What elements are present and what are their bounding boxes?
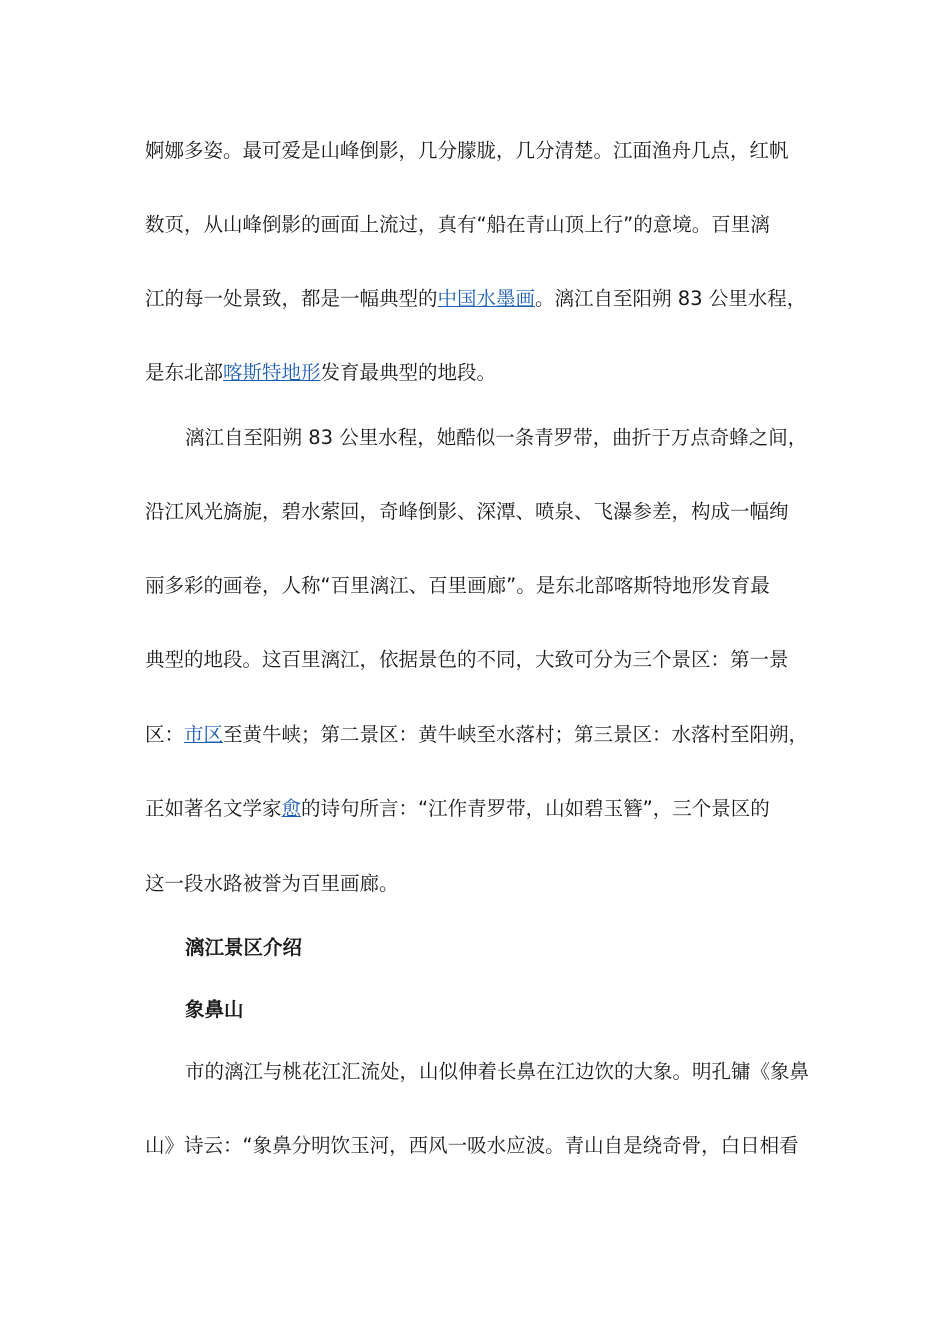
section-heading <box>185 934 302 962</box>
text-run: 是东北部 <box>145 361 224 384</box>
text-run: 漓江自至阳朔 83 公里水程，她酷似一条青罗带，曲折于万点奇蜂之间， <box>185 426 808 449</box>
paragraph-line <box>145 646 789 674</box>
text-run: 至黄牛峡；第二景区：黄牛峡至水落村；第三景区：水落村至阳朔， <box>223 723 809 746</box>
text-run: 发育最典型的地段。 <box>320 361 497 384</box>
heading-text: 漓江景区介绍 <box>185 936 303 959</box>
paragraph-line <box>145 137 789 165</box>
text-run: 正如著名文学家 <box>145 797 282 820</box>
link-chinese-ink-painting[interactable]: 中国水墨画 <box>437 287 536 310</box>
text-run: 沿江风光旖旎，碧水萦回，奇峰倒影、深潭、喷泉、飞瀑参差，构成一幅绚 <box>145 500 789 523</box>
paragraph-line <box>145 721 808 749</box>
text-run: 这一段水路被誉为百里画廊。 <box>145 872 399 895</box>
text-run: 婀娜多姿。最可爱是山峰倒影，几分朦胧，几分清楚。江面渔舟几点，红帆 <box>145 139 789 162</box>
text-run: 山》诗云：“象鼻分明饮玉河，西风一吸水应波。青山自是绕奇骨，白日相看 <box>145 1134 799 1157</box>
subsection-heading <box>185 996 244 1024</box>
text-run: 江的每一处景致，都是一幅典型的 <box>145 287 438 310</box>
text-run: 数页，从山峰倒影的画面上流过，真有“船在青山顶上行”的意境。百里漓 <box>145 213 770 236</box>
paragraph-line <box>145 285 806 313</box>
text-run: 区： <box>145 723 185 746</box>
paragraph-line <box>145 211 770 239</box>
paragraph-line <box>145 1132 799 1160</box>
text-run: 的诗句所言：“江作青罗带，山如碧玉簪”，三个景区的 <box>301 797 770 820</box>
text-run: 丽多彩的画卷，人称“百里漓江、百里画廊”。是东北部喀斯特地形发育最 <box>145 574 770 597</box>
paragraph-line <box>145 359 496 387</box>
heading-text: 象鼻山 <box>185 998 244 1021</box>
link-karst-landform[interactable]: 喀斯特地形 <box>223 361 321 384</box>
text-run: 。漓江自至阳朔 83 公里水程， <box>535 287 807 310</box>
text-run: 典型的地段。这百里漓江，依据景色的不同，大致可分为三个景区：第一景 <box>145 648 789 671</box>
paragraph-line <box>185 1058 809 1086</box>
link-writer-yu[interactable]: 愈 <box>281 797 302 820</box>
link-city-district[interactable]: 市区 <box>184 723 224 746</box>
paragraph-line <box>145 870 399 898</box>
paragraph-line <box>185 424 807 452</box>
paragraph-line <box>145 498 789 526</box>
paragraph-line <box>145 572 770 600</box>
text-run: 市的漓江与桃花江汇流处，山似伸着长鼻在江边饮的大象。明孔镛《象鼻 <box>185 1060 810 1083</box>
paragraph-line <box>145 795 770 823</box>
